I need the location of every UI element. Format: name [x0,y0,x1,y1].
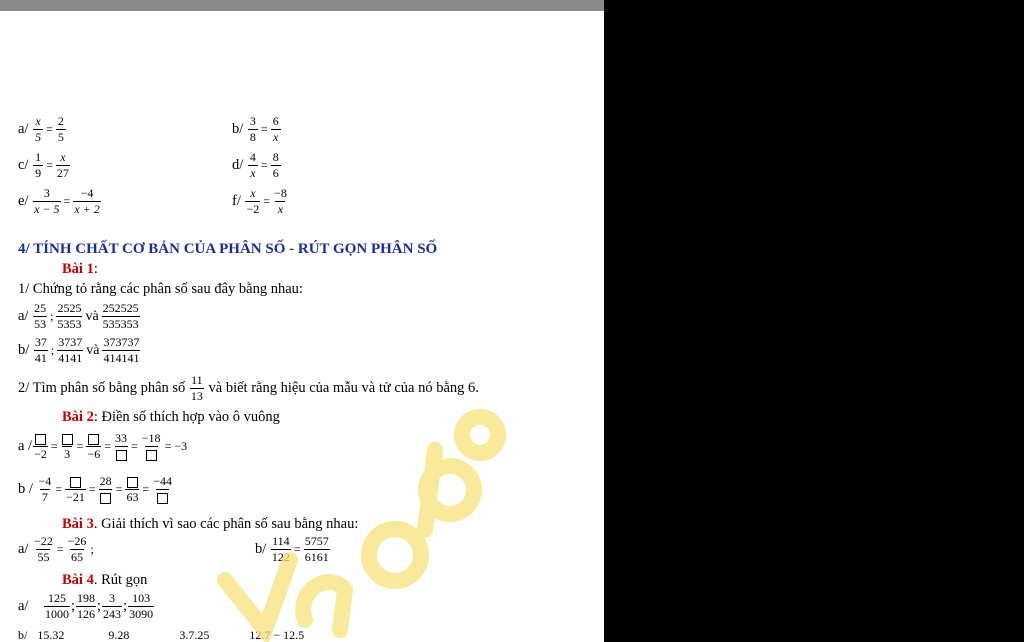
label: d/ [232,157,244,173]
fraction: −18 [141,432,162,461]
label: b/ [255,541,267,557]
fraction: $\frac{x}{27}$ [56,150,69,180]
bai1-row-a: a/ $\frac{25}{53}$ ; $\frac{2525}{5353}$ và $\frac{252525}{535353}$ [18,301,139,331]
fraction: 28 [99,475,113,504]
label: a/ [18,598,29,614]
blank-box [157,493,168,504]
label: a / [18,438,33,454]
label: a/ [18,308,29,324]
fraction: $\frac{x}{5}$ [35,114,42,144]
fraction: $\frac{3737}{4141}$ [58,335,83,365]
bai-label: Bài 1 [62,261,94,277]
fraction: $\frac{103}{3090}$ [129,591,154,621]
bai4-row-b-partial: b/ 15.32 9.28 3.7.25 12.7 − 12.5 [18,628,305,642]
fraction: 3 [61,432,74,461]
blank-box [62,434,73,445]
bai3-title: Bài 3 . Giải thích vì sao các phân số sau bằng nhau: [62,516,359,532]
fraction: 63 [125,475,139,504]
fraction: $\frac{252525}{535353}$ [102,301,139,331]
exercise-d: d/ $\frac{4}{x}$ = $\frac{8}{6}$ [232,150,279,180]
section-heading: 4/ TÍNH CHẤT CƠ BẢN CỦA PHÂN SỐ - RÚT GỌN PHÂN SỐ [18,241,438,257]
label: b/ [18,342,30,358]
fraction: $\frac{3}{x - 5}$ [34,186,60,216]
label: b / [18,481,33,497]
label: a/ [18,121,29,137]
fraction: −2 [33,432,48,461]
fraction: $\frac{-8}{x}$ [274,186,287,216]
label: c/ [18,157,29,173]
fraction: $\frac{198}{126}$ [77,591,95,621]
bai1-q2: 2/ Tìm phân số bằng phân số $\frac{11}{13}$ và biết rằng hiệu của mẫu và tử của nó bằng 6. [18,373,479,403]
fraction: $\frac{2525}{5353}$ [57,301,82,331]
blank-box [100,493,111,504]
bai3-row-a: a/ $\frac{-22}{55}$ = $\frac{-26}{65}$ ; [18,534,94,564]
fraction: −6 [86,432,101,461]
fraction: −21 [65,475,86,504]
bai2-title: Bài 2 : Điền số thích hợp vào ô vuông [62,409,280,425]
blank-box [127,477,138,488]
fraction: $\frac{4}{x}$ [249,150,256,180]
exercise-b: b/ $\frac{3}{8}$ = $\frac{6}{x}$ [232,114,279,144]
fraction: $\frac{37}{41}$ [34,335,47,365]
bai-label: Bài 2 [62,409,94,425]
bai3-row-b: b/ $\frac{114}{122}$ = $\frac{5757}{6161}$ [255,534,329,564]
fraction: $\frac{6}{x}$ [272,114,279,144]
fraction: $\frac{11}{13}$ [190,373,203,403]
bai2-row-a: a / −2 = 3 = −6 = 33 = −18 = −3 [18,431,188,461]
label: a/ [18,541,29,557]
fraction: $\frac{114}{122}$ [271,534,290,564]
exercise-c: c/ $\frac{1}{9}$ = $\frac{x}{27}$ [18,150,69,180]
exercise-a: a/ $\frac{x}{5}$ = $\frac{2}{5}$ [18,114,64,144]
label: b/ [18,628,28,642]
fraction: $\frac{2}{5}$ [57,114,64,144]
bai4-title: Bài 4 . Rút gọn [62,572,148,588]
fraction: 33 [114,432,128,461]
blank-box [116,450,127,461]
bai-label: Bài 4 [62,572,94,588]
fraction: $\frac{-4}{7}$ [38,474,52,504]
bai1-q1: 1/ Chứng tỏ rằng các phân số sau đây bằng nhau: [18,281,303,297]
fraction: $\frac{8}{6}$ [272,150,279,180]
label: e/ [18,193,29,209]
bai1-title: Bài 1 : [62,261,98,277]
exercise-e: e/ $\frac{3}{x - 5}$ = $\frac{-4}{x + 2}$ [18,186,100,216]
fraction: $\frac{5757}{6161}$ [304,534,329,564]
viewer-top-bar [0,0,604,11]
bai-label: Bài 3 [62,516,94,532]
blank-box [146,450,157,461]
fraction: $\frac{373737}{414141}$ [103,335,140,365]
fraction: $\frac{3}{243}$ [103,591,122,621]
bai1-row-b: b/ $\frac{37}{41}$ ; $\frac{3737}{4141}$ và $\frac{373737}{414141}$ [18,335,140,365]
fraction: $\frac{x}{-2}$ [246,186,260,216]
fraction: −44 [152,475,173,504]
fraction: $\frac{125}{1000}$ [44,591,69,621]
fraction: $\frac{3}{8}$ [249,114,256,144]
label: b/ [232,121,244,137]
bai2-row-b: b / $\frac{-4}{7}$ = −21 = 28 = 63 = −44 [18,474,172,504]
fraction: $\frac{1}{9}$ [35,150,42,180]
empty-viewer-area [604,0,1024,642]
blank-box [70,477,81,488]
fraction: $\frac{-26}{65}$ [67,534,87,564]
bai4-row-a: a/ $\frac{125}{1000}$ ; $\frac{198}{126}$ ; $\frac{3}{243}$ ; $\frac{103}{3090}$ [18,591,154,621]
exercise-f: f/ $\frac{x}{-2}$ = $\frac{-8}{x}$ [232,186,287,216]
fraction: $\frac{-22}{55}$ [34,534,53,564]
fraction: $\frac{25}{53}$ [34,301,47,331]
blank-box [35,434,46,445]
blank-box [88,434,99,445]
fraction: $\frac{-4}{x + 2}$ [74,186,100,216]
label: f/ [232,193,241,209]
